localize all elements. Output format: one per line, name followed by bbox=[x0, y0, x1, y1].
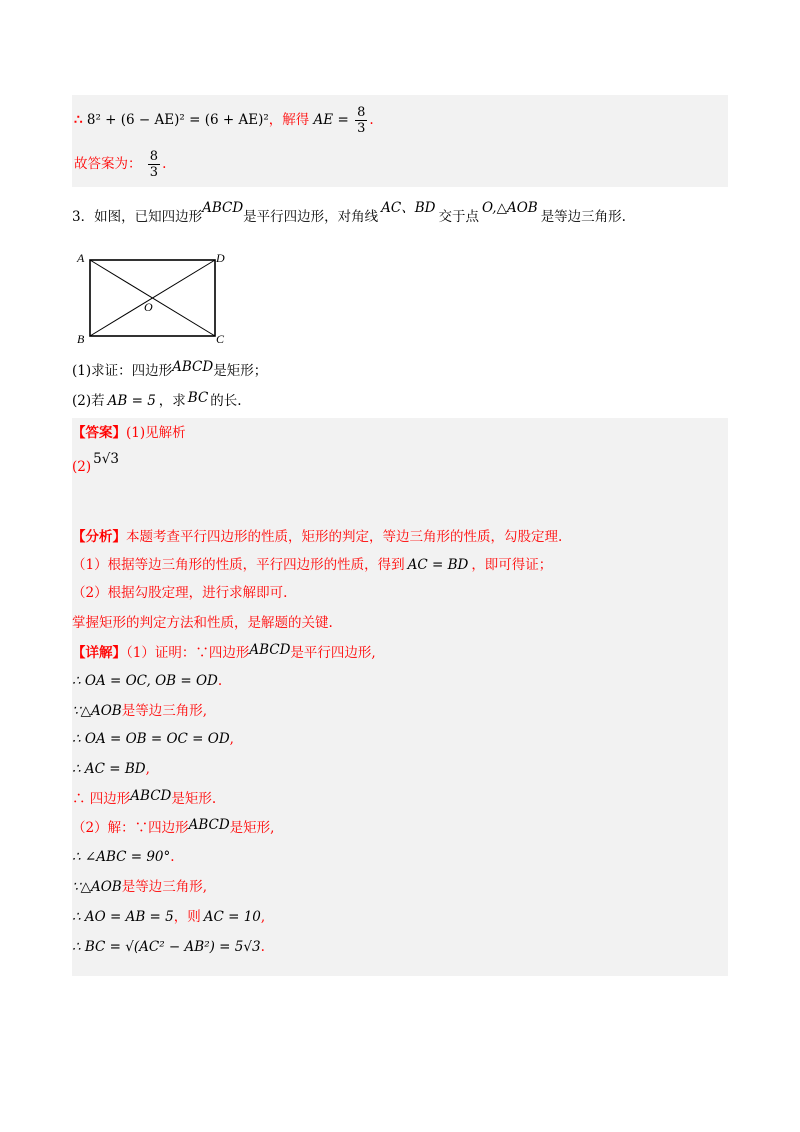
part-1-question: (1)求证：四边形ABCD是矩形； bbox=[72, 359, 268, 379]
ae-label: AE = bbox=[313, 112, 349, 128]
answer-text: 故答案为： bbox=[74, 156, 142, 172]
analysis-line-2: （1）根据等边三角形的性质，平行四边形的性质，得到 AC = BD ，即可得证； bbox=[72, 557, 553, 573]
analysis-tag: 【分析】 bbox=[72, 529, 126, 545]
equation: 8² + (6 − AE)² = (6 + AE)² bbox=[86, 112, 269, 128]
detail-line-8: ∴ ∠ABC = 90°. bbox=[72, 849, 175, 865]
figure-svg bbox=[74, 249, 234, 347]
fraction: $\frac{8}{3}$ bbox=[149, 149, 159, 180]
solve-text: ，解得 bbox=[268, 112, 310, 128]
rectangle-figure bbox=[74, 249, 234, 347]
detail-tag: 【详解】 bbox=[72, 645, 126, 661]
previous-solution-block bbox=[72, 95, 728, 187]
answer-value: 5√3 bbox=[93, 451, 119, 467]
label-d: D bbox=[216, 251, 225, 265]
answer-line: 故答案为： $\frac{8}{3}$ . bbox=[74, 149, 167, 180]
detail-line-3: ∵△AOB是等边三角形, bbox=[72, 703, 208, 719]
detail-line-11: ∴ BC = √(AC² − AB²) = 5√3. bbox=[72, 939, 265, 955]
analysis-line-1: 【分析】本题考查平行四边形的性质，矩形的判定，等边三角形的性质，勾股定理. bbox=[72, 529, 563, 545]
detail-line-10: ∴ AO = AB = 5，则 AC = 10, bbox=[72, 909, 266, 925]
solution-equation-line: ∴ 8² + (6 − AE)² = (6 + AE)²，解得 AE = $\frac{8}{3}$ . bbox=[74, 105, 374, 136]
detail-line-7: （2）解：∵四边形ABCD是矩形, bbox=[72, 817, 275, 836]
label-c: C bbox=[216, 332, 225, 346]
answer-tag: 【答案】 bbox=[72, 425, 126, 441]
fraction: $\frac{8}{3}$ bbox=[357, 105, 366, 136]
analysis-line-4: 掌握矩形的判定方法和性质，是解题的关键. bbox=[72, 615, 333, 631]
answer-line bbox=[72, 424, 186, 442]
detail-line-1: 【详解】（1）证明：∵四边形ABCD是平行四边形, bbox=[72, 642, 376, 661]
label-o: O bbox=[144, 300, 153, 314]
solution-block bbox=[72, 418, 728, 976]
answer-part-1: (1)见解析 bbox=[126, 425, 186, 441]
answer-part-2: (2) 5√3 bbox=[72, 451, 119, 475]
detail-line-9: ∵△AOB是等边三角形, bbox=[72, 879, 208, 895]
therefore-symbol: ∴ bbox=[74, 112, 83, 128]
analysis-line-3: （2）根据勾股定理，进行求解即可. bbox=[72, 585, 288, 601]
question-3: 3．如图，已知四边形ABCD是平行四边形，对角线AC、BD交于点O,△AOB是等边三角形. bbox=[72, 200, 626, 225]
detail-line-6: ∴ 四边形ABCD是矩形. bbox=[72, 788, 217, 807]
detail-line-4: ∴ OA = OB = OC = OD, bbox=[72, 731, 234, 747]
part-2-question: (2)若 AB = 5 ，求 BC 的长. bbox=[72, 390, 242, 409]
detail-line-5: ∴ AC = BD, bbox=[72, 761, 150, 777]
label-a: A bbox=[77, 251, 85, 265]
detail-line-2: ∴ OA = OC, OB = OD. bbox=[72, 673, 223, 689]
label-b: B bbox=[77, 332, 85, 346]
